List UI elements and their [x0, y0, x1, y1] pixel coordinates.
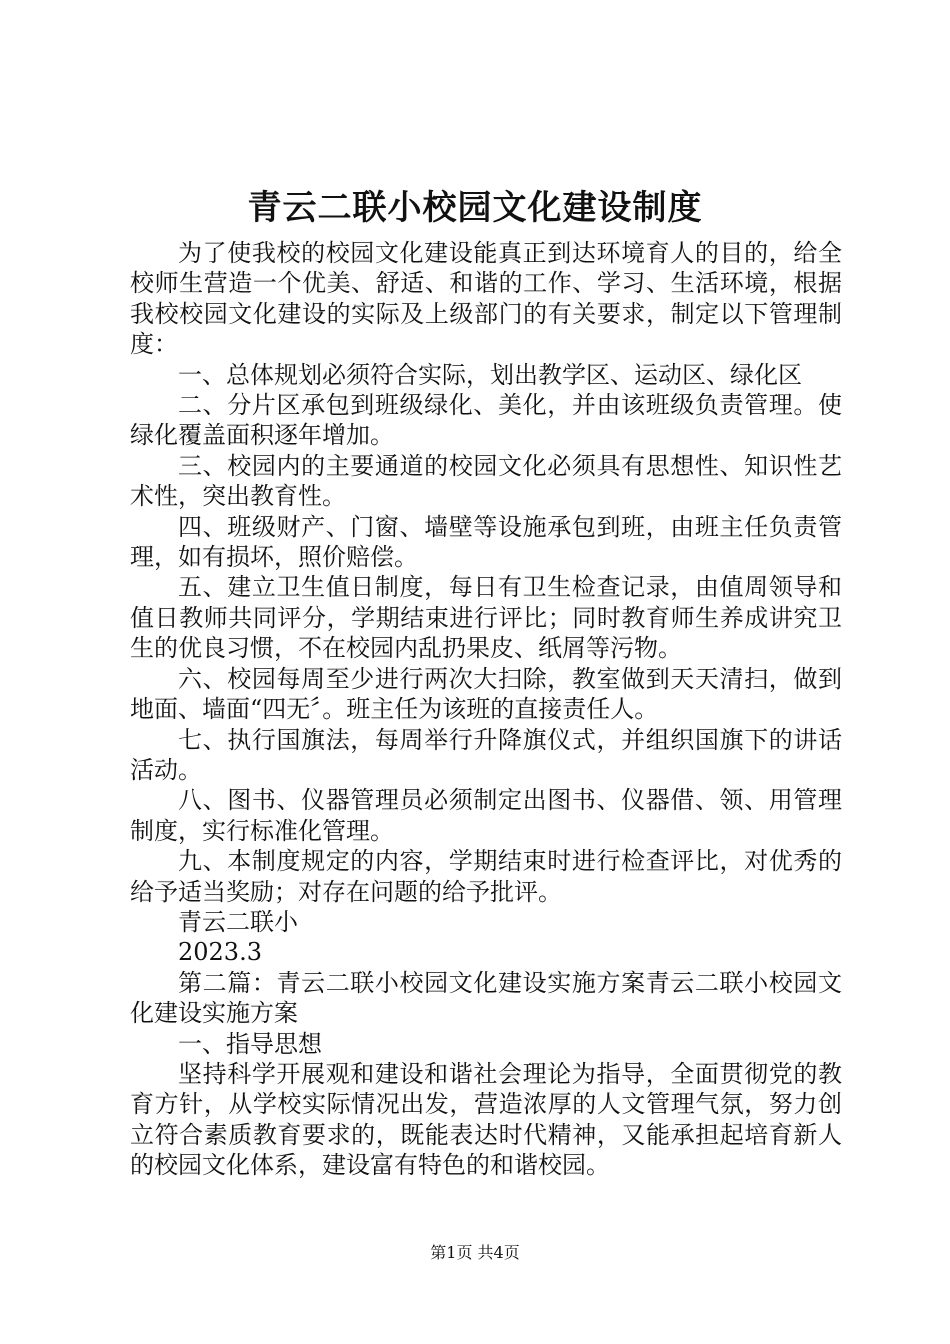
rule-paragraph-7: 七、执行国旗法，每周举行升降旗仪式，并组织国旗下的讲话活动。 [130, 725, 842, 784]
rule-paragraph-8: 八、图书、仪器管理员必须制定出图书、仪器借、领、用管理制度，实行标准化管理。 [130, 786, 842, 845]
rule-paragraph-1: 一、总体规划必须符合实际，划出教学区、运动区、绿化区 [178, 360, 802, 389]
rule-paragraph-9: 九、本制度规定的内容，学期结束时进行检查评比，对优秀的给予适当奖励；对存在问题的给予批评。 [130, 847, 842, 906]
intro-paragraph: 为了使我校的校园文化建设能真正到达环境育人的目的，给全校师生营造一个优美、舒适、和谐的工作、学习、生活环境，根据我校校园文化建设的实际及上级部门的有关要求，制定以下管理制度： [130, 239, 842, 359]
document-body [130, 238, 842, 1181]
rule-paragraph-6: 六、校园每周至少进行两次大扫除，教室做到天天清扫，做到地面、墙面“四无〞。班主任为该班的直接责任人。 [130, 664, 842, 724]
section-heading-part-two: 第二篇：青云二联小校园文化建设实施方案青云二联小校园文化建设实施方案 [130, 968, 842, 1028]
rule-paragraph-2: 二、分片区承包到班级绿化、美化，并由该班级负责管理。使绿化覆盖面积逐年增加。 [130, 391, 842, 450]
rule-paragraph-3: 三、校园内的主要通道的校园文化必须具有思想性、知识性艺术性，突出教育性。 [130, 451, 842, 511]
signature-date: 2023.3 [178, 938, 262, 967]
signature-school: 青云二联小 [178, 907, 298, 936]
subheading-guiding-thought: 一、指导思想 [178, 1029, 322, 1058]
rule-paragraph-5: 五、建立卫生值日制度，每日有卫生检查记录，由值周领导和值日教师共同评分，学期结束进行评比；同时教育师生养成讲究卫生的优良习惯，不在校园内乱扔果皮、纸屑等污物。 [130, 573, 842, 663]
document-title: 青云二联小校园文化建设制度 [247, 188, 703, 228]
rule-paragraph-4: 四、班级财产、门窗、墙壁等设施承包到班，由班主任负责管理，如有损坏，照价赔偿。 [130, 512, 842, 572]
guiding-thought-paragraph: 坚持科学开展观和建设和谐社会理论为指导，全面贯彻党的教育方针，从学校实际情况出发，营造浓厚的人文管理气氛，努力创立符合素质教育要求的，既能表达时代精神，又能承担起培育新人的校园文化体系，建设富有特色的和谐校园。 [130, 1059, 842, 1180]
page-number-footer: 第1页 共4页 [430, 1243, 520, 1262]
